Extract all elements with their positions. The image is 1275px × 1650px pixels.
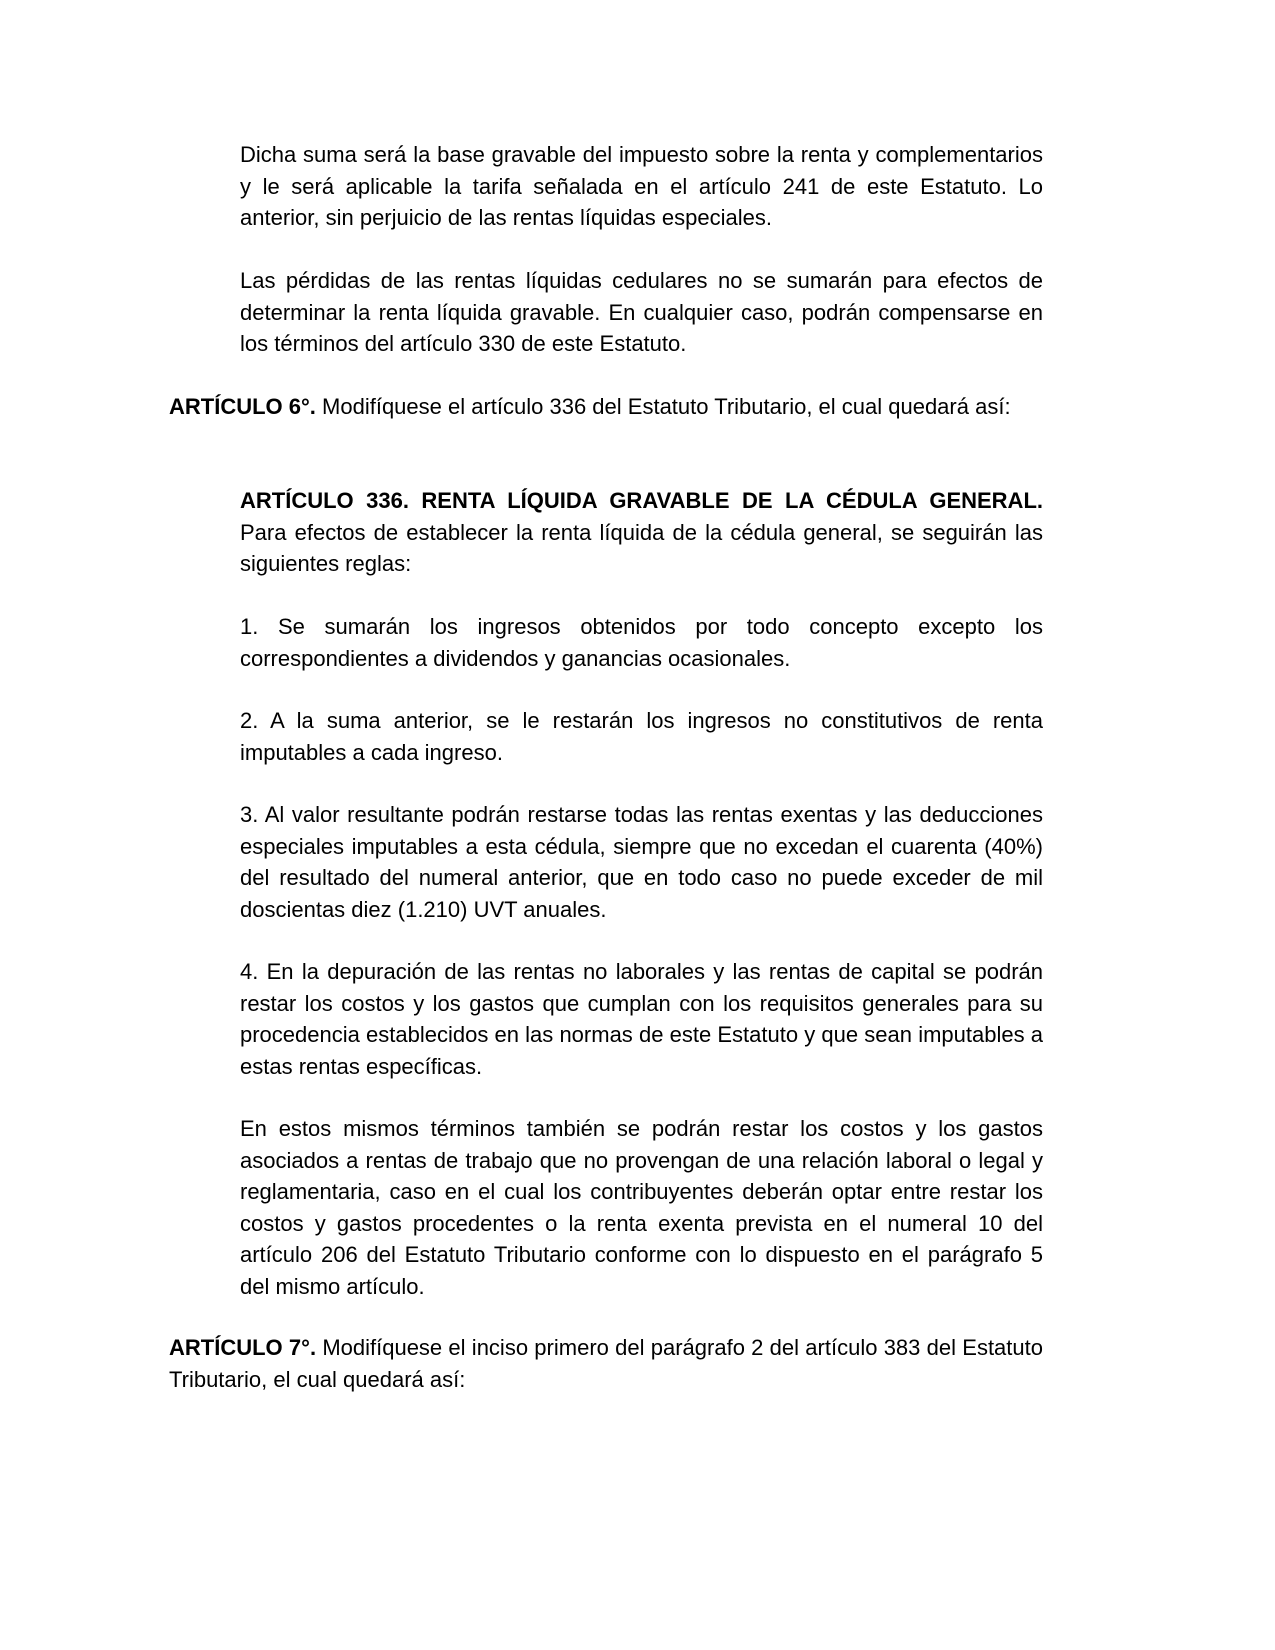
rule-text: 2. A la suma anterior, se le restarán los ingresos no constitutivos de renta imputables a cada ingreso. (240, 708, 1043, 765)
article-text: Para efectos de establecer la renta líquida de la cédula general, se seguirán las siguientes reglas: (240, 519, 1043, 576)
article-text: Modifíquese el inciso primero del parágrafo 2 del artículo 383 del Estatuto Tributario, el cual quedará así: (169, 1335, 1043, 1392)
article-7 (169, 1332, 1043, 1395)
rule-text: 3. Al valor resultante podrán restarse todas las rentas exentas y las deducciones especiales imputables a esta cédula, siempre que no excedan el cuarenta (40%) del resultado del numeral anterior, que en todo caso no puede exceder de mil doscientas diez (1.210) UVT anuales. (240, 802, 1043, 922)
article-heading: ARTÍCULO 6°. (169, 394, 316, 419)
article-heading: ARTÍCULO 7°. (169, 1335, 317, 1360)
paragraph-perdidas-cedulares (240, 265, 1043, 360)
rule-1 (240, 611, 1043, 674)
paragraph-base-gravable (240, 139, 1043, 234)
paragraph-text: En estos mismos términos también se podrán restar los costos y los gastos asociados a rentas de trabajo que no provengan de una relación laboral o legal y reglamentaria, caso en el cual los contribuyentes deberán optar entre restar los costos y gastos procedentes o la renta exenta prevista en el numeral 10 del artículo 206 del Estatuto Tributario conforme con lo dispuesto en el parágrafo 5 del mismo artículo. (240, 1116, 1043, 1299)
rule-4 (240, 956, 1043, 1082)
article-heading: ARTÍCULO 336. RENTA LÍQUIDA GRAVABLE DE LA CÉDULA GENERAL. (240, 488, 1043, 513)
rule-3 (240, 799, 1043, 925)
rule-text: 4. En la depuración de las rentas no laborales y las rentas de capital se podrán restar los costos y los gastos que cumplan con los requisitos generales para su procedencia establecidos en las normas de este Estatuto y que sean imputables a estas rentas específicas. (240, 959, 1043, 1079)
paragraph-text: Las pérdidas de las rentas líquidas cedulares no se sumarán para efectos de determinar la renta líquida gravable. En cualquier caso, podrán compensarse en los términos del artículo 330 de este Estatuto. (240, 268, 1043, 356)
paragraph-text: Dicha suma será la base gravable del impuesto sobre la renta y complementarios y le será aplicable la tarifa señalada en el artículo 241 de este Estatuto. Lo anterior, sin perjuicio de las rentas líquidas especiales. (240, 142, 1043, 230)
article-336 (240, 485, 1043, 580)
article-text: Modifíquese el artículo 336 del Estatuto Tributario, el cual quedará así: (315, 394, 1011, 419)
rule-2 (240, 705, 1043, 768)
paragraph-costos-gastos (240, 1113, 1043, 1302)
rule-text: 1. Se sumarán los ingresos obtenidos por todo concepto excepto los correspondientes a dividendos y ganancias ocasionales. (240, 614, 1043, 671)
article-6 (169, 391, 1043, 423)
